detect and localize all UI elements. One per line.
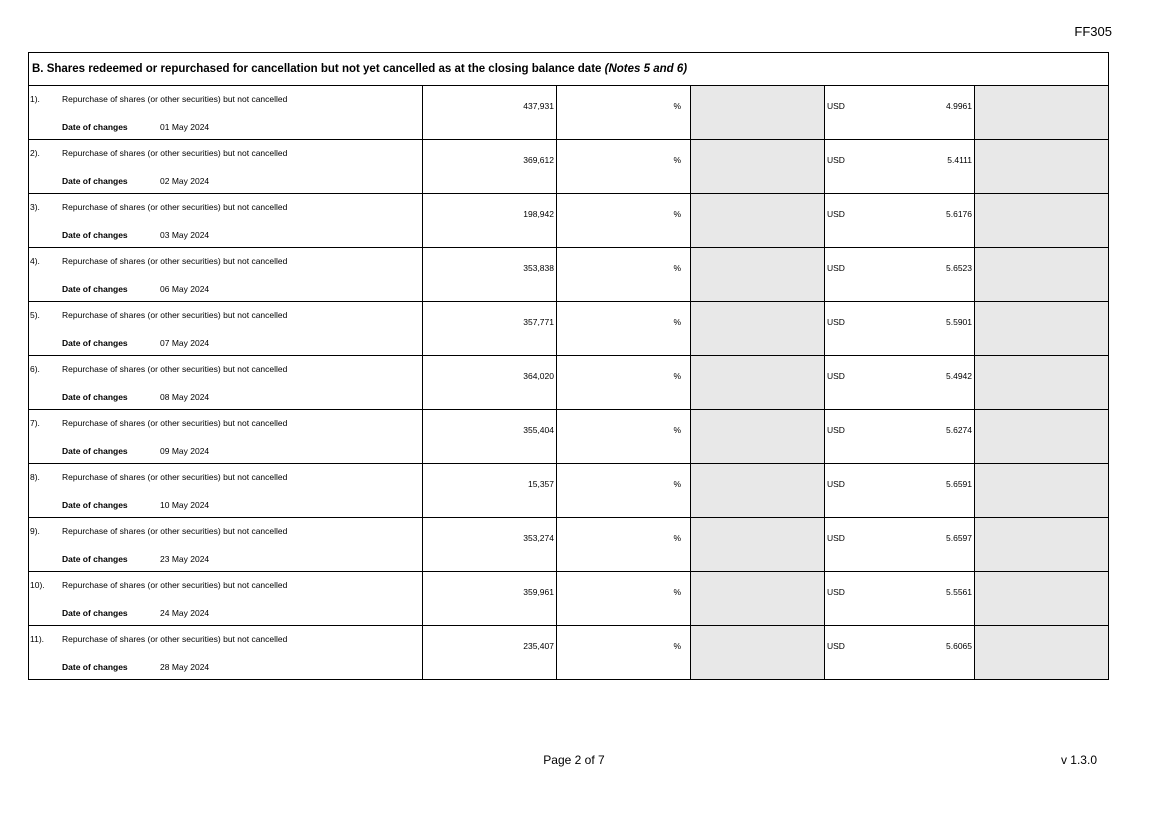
shaded-cell	[975, 140, 1108, 193]
currency-code: USD	[827, 533, 845, 543]
shaded-cell	[691, 140, 825, 193]
shaded-cell	[975, 248, 1108, 301]
price-value: 4.9961	[946, 101, 972, 111]
currency-code: USD	[827, 371, 845, 381]
table-row	[29, 626, 1108, 679]
currency-price-cell	[825, 410, 975, 463]
table-body	[29, 86, 1108, 679]
quantity-cell	[423, 356, 557, 409]
row-description: Repurchase of shares (or other securities) but not cancelled	[62, 148, 288, 158]
date-of-changes-label: Date of changes	[62, 176, 128, 186]
date-of-changes-label: Date of changes	[62, 446, 128, 456]
price-value: 5.6591	[946, 479, 972, 489]
percent-cell	[557, 140, 691, 193]
date-of-changes-value: 09 May 2024	[160, 446, 210, 456]
row-index: 10).	[30, 580, 45, 590]
row-index: 2).	[30, 148, 40, 158]
row-index: 4).	[30, 256, 40, 266]
percent-sign: %	[673, 101, 681, 111]
quantity-cell	[423, 140, 557, 193]
quantity-value: 364,020	[523, 371, 554, 381]
form-code: FF305	[1074, 24, 1112, 39]
table-row	[29, 140, 1108, 194]
date-of-changes-label: Date of changes	[62, 338, 128, 348]
section-notes: (Notes 5 and 6)	[604, 63, 688, 75]
quantity-cell	[423, 464, 557, 517]
date-of-changes-label: Date of changes	[62, 608, 128, 618]
table-row	[29, 572, 1108, 626]
shaded-cell	[691, 86, 825, 139]
date-of-changes-label: Date of changes	[62, 284, 128, 294]
shaded-cell	[975, 626, 1108, 679]
table-row	[29, 518, 1108, 572]
quantity-value: 355,404	[523, 425, 554, 435]
price-value: 5.6065	[946, 641, 972, 651]
percent-sign: %	[673, 587, 681, 597]
currency-price-cell	[825, 86, 975, 139]
row-description: Repurchase of shares (or other securities) but not cancelled	[62, 526, 288, 536]
percent-cell	[557, 86, 691, 139]
table-row	[29, 302, 1108, 356]
row-description: Repurchase of shares (or other securities) but not cancelled	[62, 634, 288, 644]
percent-sign: %	[673, 317, 681, 327]
row-description: Repurchase of shares (or other securities) but not cancelled	[62, 580, 288, 590]
quantity-value: 235,407	[523, 641, 554, 651]
currency-price-cell	[825, 248, 975, 301]
description-cell	[29, 464, 423, 517]
shaded-cell	[975, 464, 1108, 517]
shaded-cell	[691, 248, 825, 301]
price-value: 5.4111	[947, 155, 972, 165]
currency-price-cell	[825, 518, 975, 571]
date-of-changes-value: 06 May 2024	[160, 284, 210, 294]
quantity-cell	[423, 248, 557, 301]
percent-cell	[557, 302, 691, 355]
date-of-changes-label: Date of changes	[62, 392, 128, 402]
quantity-value: 369,612	[523, 155, 554, 165]
quantity-cell	[423, 572, 557, 625]
shaded-cell	[691, 626, 825, 679]
percent-cell	[557, 518, 691, 571]
table-row	[29, 86, 1108, 140]
date-of-changes-value: 02 May 2024	[160, 176, 210, 186]
percent-sign: %	[673, 155, 681, 165]
quantity-cell	[423, 626, 557, 679]
quantity-value: 359,961	[523, 587, 554, 597]
date-of-changes-value: 24 May 2024	[160, 608, 210, 618]
price-value: 5.4942	[946, 371, 972, 381]
description-cell	[29, 572, 423, 625]
row-index: 11).	[30, 634, 45, 644]
quantity-cell	[423, 302, 557, 355]
row-index: 7).	[30, 418, 40, 428]
table-row	[29, 194, 1108, 248]
row-description: Repurchase of shares (or other securities) but not cancelled	[62, 472, 288, 482]
row-description: Repurchase of shares (or other securities) but not cancelled	[62, 418, 288, 428]
section-header	[29, 53, 1108, 86]
shaded-cell	[975, 572, 1108, 625]
row-description: Repurchase of shares (or other securities) but not cancelled	[62, 256, 288, 266]
percent-cell	[557, 626, 691, 679]
date-of-changes-value: 07 May 2024	[160, 338, 210, 348]
shaded-cell	[691, 410, 825, 463]
currency-price-cell	[825, 356, 975, 409]
repurchase-table	[28, 52, 1109, 680]
shaded-cell	[691, 194, 825, 247]
shaded-cell	[975, 86, 1108, 139]
percent-cell	[557, 572, 691, 625]
percent-sign: %	[673, 263, 681, 273]
percent-cell	[557, 194, 691, 247]
date-of-changes-label: Date of changes	[62, 662, 128, 672]
price-value: 5.6274	[946, 425, 972, 435]
quantity-value: 198,942	[523, 209, 554, 219]
description-cell	[29, 410, 423, 463]
shaded-cell	[691, 518, 825, 571]
table-row	[29, 356, 1108, 410]
percent-sign: %	[673, 533, 681, 543]
shaded-cell	[975, 194, 1108, 247]
currency-code: USD	[827, 209, 845, 219]
row-description: Repurchase of shares (or other securities) but not cancelled	[62, 310, 288, 320]
price-value: 5.5561	[946, 587, 972, 597]
description-cell	[29, 86, 423, 139]
currency-price-cell	[825, 302, 975, 355]
quantity-value: 353,274	[523, 533, 554, 543]
page-number: Page 2 of 7	[543, 753, 605, 767]
shaded-cell	[975, 302, 1108, 355]
currency-code: USD	[827, 425, 845, 435]
percent-sign: %	[673, 641, 681, 651]
table-row	[29, 248, 1108, 302]
shaded-cell	[691, 356, 825, 409]
quantity-cell	[423, 86, 557, 139]
version-label: v 1.3.0	[1060, 753, 1097, 767]
row-index: 3).	[30, 202, 40, 212]
row-index: 1).	[30, 94, 40, 104]
quantity-cell	[423, 194, 557, 247]
description-cell	[29, 518, 423, 571]
percent-cell	[557, 356, 691, 409]
description-cell	[29, 248, 423, 301]
price-value: 5.6597	[946, 533, 972, 543]
row-description: Repurchase of shares (or other securities) but not cancelled	[62, 202, 288, 212]
percent-cell	[557, 410, 691, 463]
description-cell	[29, 626, 423, 679]
date-of-changes-label: Date of changes	[62, 500, 128, 510]
description-cell	[29, 140, 423, 193]
row-index: 6).	[30, 364, 40, 374]
date-of-changes-value: 08 May 2024	[160, 392, 210, 402]
table-row	[29, 464, 1108, 518]
currency-code: USD	[827, 641, 845, 651]
quantity-value: 353,838	[523, 263, 554, 273]
shaded-cell	[691, 572, 825, 625]
date-of-changes-value: 28 May 2024	[160, 662, 210, 672]
percent-sign: %	[673, 209, 681, 219]
currency-price-cell	[825, 194, 975, 247]
section-title: B. Shares redeemed or repurchased for cancellation but not yet cancelled as at the closing balance date	[32, 63, 605, 75]
currency-code: USD	[827, 101, 845, 111]
date-of-changes-value: 01 May 2024	[160, 122, 210, 132]
row-description: Repurchase of shares (or other securities) but not cancelled	[62, 94, 288, 104]
price-value: 5.6176	[946, 209, 972, 219]
date-of-changes-value: 23 May 2024	[160, 554, 210, 564]
shaded-cell	[975, 518, 1108, 571]
percent-cell	[557, 248, 691, 301]
quantity-value: 437,931	[523, 101, 554, 111]
currency-code: USD	[827, 263, 845, 273]
date-of-changes-value: 10 May 2024	[160, 500, 210, 510]
shaded-cell	[691, 464, 825, 517]
shaded-cell	[975, 356, 1108, 409]
description-cell	[29, 302, 423, 355]
table-row	[29, 410, 1108, 464]
currency-code: USD	[827, 155, 845, 165]
percent-sign: %	[673, 371, 681, 381]
row-index: 9).	[30, 526, 40, 536]
quantity-cell	[423, 518, 557, 571]
currency-code: USD	[827, 587, 845, 597]
date-of-changes-value: 03 May 2024	[160, 230, 210, 240]
percent-sign: %	[673, 479, 681, 489]
currency-price-cell	[825, 140, 975, 193]
currency-price-cell	[825, 572, 975, 625]
date-of-changes-label: Date of changes	[62, 554, 128, 564]
row-index: 5).	[30, 310, 40, 320]
shaded-cell	[975, 410, 1108, 463]
date-of-changes-label: Date of changes	[62, 122, 128, 132]
currency-price-cell	[825, 626, 975, 679]
price-value: 5.5901	[946, 317, 972, 327]
percent-cell	[557, 464, 691, 517]
currency-code: USD	[827, 479, 845, 489]
price-value: 5.6523	[946, 263, 972, 273]
row-description: Repurchase of shares (or other securities) but not cancelled	[62, 364, 288, 374]
date-of-changes-label: Date of changes	[62, 230, 128, 240]
description-cell	[29, 194, 423, 247]
quantity-value: 15,357	[528, 479, 554, 489]
currency-price-cell	[825, 464, 975, 517]
percent-sign: %	[673, 425, 681, 435]
shaded-cell	[691, 302, 825, 355]
quantity-cell	[423, 410, 557, 463]
row-index: 8).	[30, 472, 40, 482]
quantity-value: 357,771	[523, 317, 554, 327]
currency-code: USD	[827, 317, 845, 327]
description-cell	[29, 356, 423, 409]
